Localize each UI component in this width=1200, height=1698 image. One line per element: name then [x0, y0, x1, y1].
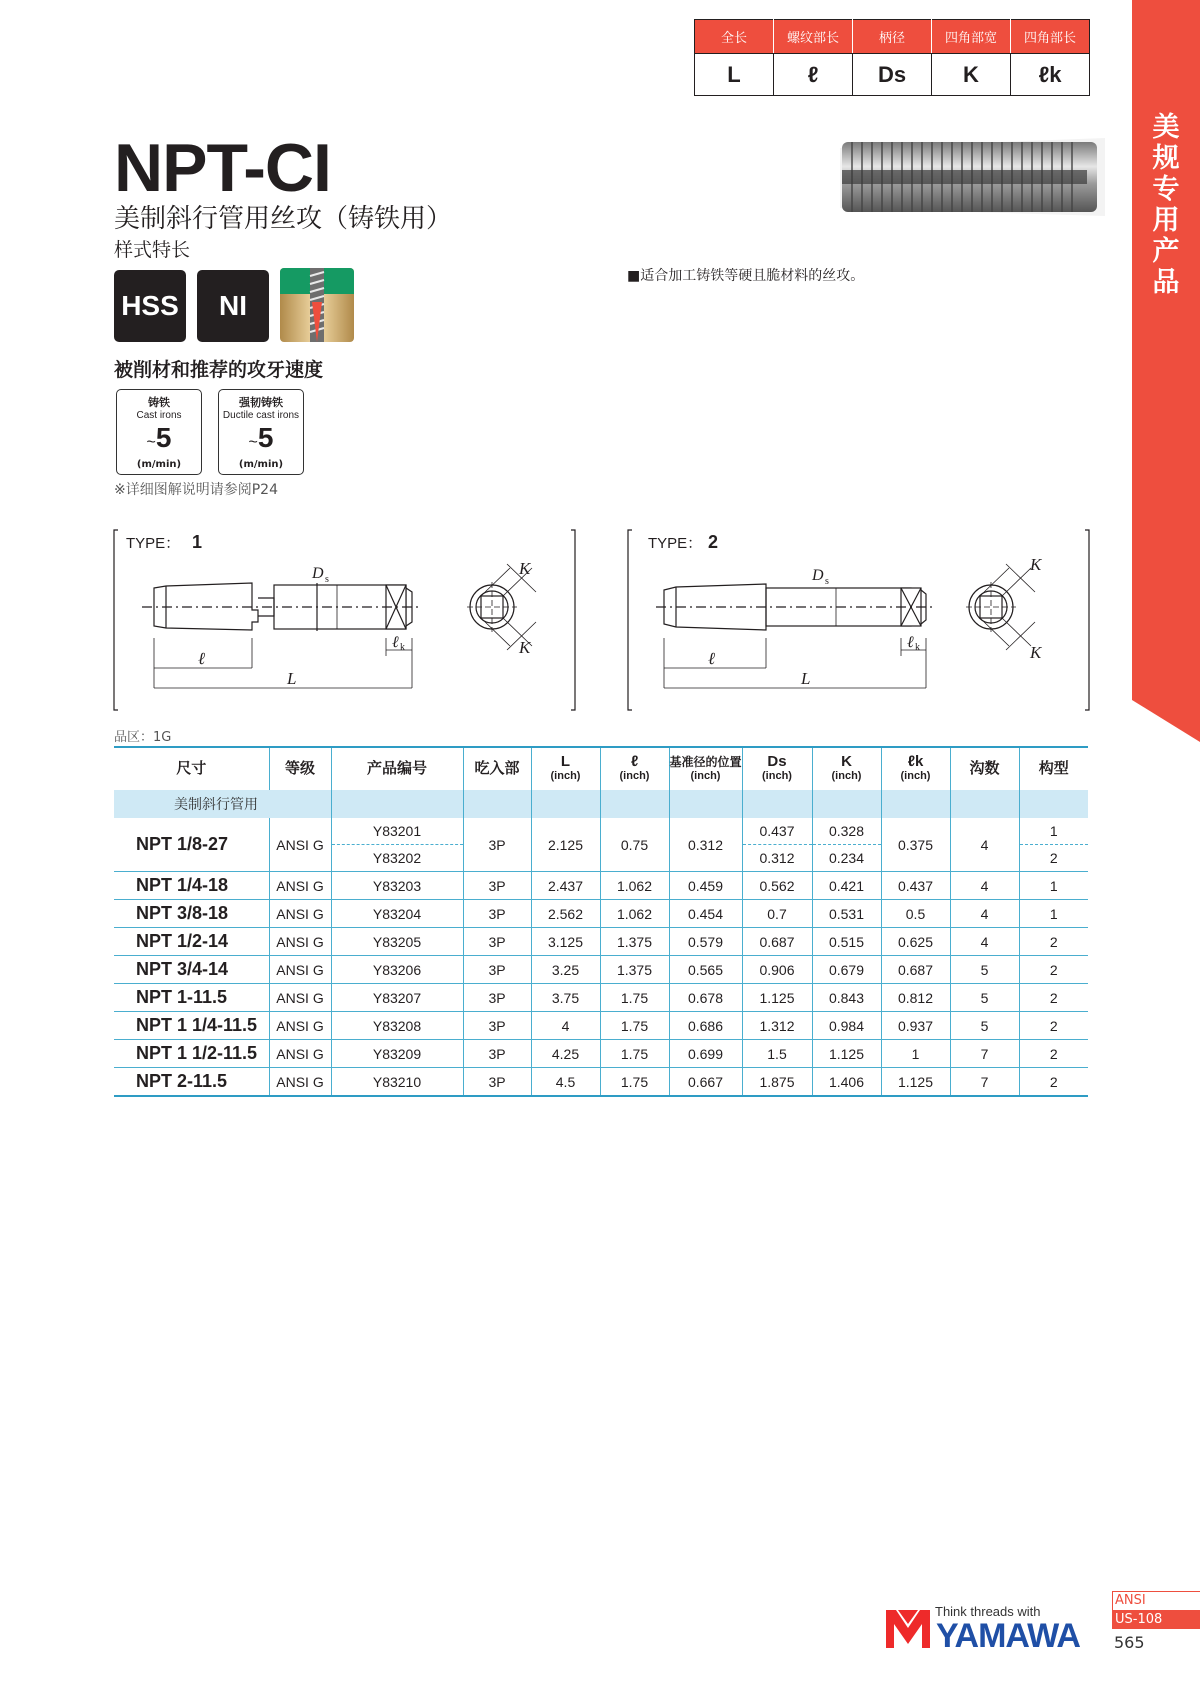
cell-lk: 0.437	[881, 872, 950, 900]
type1-diagram	[112, 528, 577, 713]
col-header-lk: ℓk (inch)	[881, 747, 950, 790]
cell-flutes: 5	[950, 1012, 1019, 1040]
cell-type: 2	[1019, 845, 1088, 872]
cell-code: Y83209	[331, 1040, 463, 1068]
cell-gauge: 0.686	[669, 1012, 742, 1040]
cell-L: 4	[531, 1012, 600, 1040]
cell-flutes: 5	[950, 984, 1019, 1012]
cell-l: 1.375	[600, 956, 669, 984]
cell-class: ANSI G	[269, 1068, 331, 1097]
cell-gauge: 0.678	[669, 984, 742, 1012]
spiral-point-tap-icon	[280, 268, 354, 342]
col-header-flutes: 沟数	[950, 747, 1019, 790]
cell-L: 2.437	[531, 872, 600, 900]
cell-size: NPT 1-11.5	[114, 984, 269, 1012]
table-row	[114, 984, 1088, 1012]
cell-gauge: 0.312	[669, 818, 742, 872]
type-number: 1	[192, 532, 203, 552]
speed-prefix: ~	[146, 434, 156, 451]
speed-value: 5	[257, 422, 274, 453]
cell-flutes: 4	[950, 900, 1019, 928]
cell-code: Y83206	[331, 956, 463, 984]
reference-note: ※详细图解说明请参阅P24	[114, 482, 278, 498]
cell-chamfer: 3P	[463, 928, 531, 956]
cell-flutes: 4	[950, 872, 1019, 900]
cell-code: Y83203	[331, 872, 463, 900]
k-label: K	[519, 559, 531, 578]
cell-type: 2	[1019, 928, 1088, 956]
cell-class: ANSI G	[269, 1040, 331, 1068]
cell-type: 2	[1019, 1012, 1088, 1040]
legend-header: 全长	[695, 20, 774, 54]
cell-type: 1	[1019, 872, 1088, 900]
cell-ds: 0.7	[742, 900, 812, 928]
cell-k: 0.984	[812, 1012, 881, 1040]
area-label: 品区：1G	[114, 730, 172, 745]
cell-type: 1	[1019, 900, 1088, 928]
ds-label: D	[312, 565, 324, 582]
cell-L: 3.25	[531, 956, 600, 984]
cell-chamfer: 3P	[463, 1068, 531, 1097]
table-row	[114, 818, 1088, 845]
cell-k: 0.531	[812, 900, 881, 928]
cell-ds: 1.5	[742, 1040, 812, 1068]
cell-code: Y83204	[331, 900, 463, 928]
cell-gauge: 0.459	[669, 872, 742, 900]
cell-code: Y83205	[331, 928, 463, 956]
type2-diagram	[626, 528, 1091, 713]
cell-ds: 1.125	[742, 984, 812, 1012]
cell-L: 4.25	[531, 1040, 600, 1068]
legend-header: 柄径	[853, 20, 932, 54]
cell-L: 2.562	[531, 900, 600, 928]
cell-code: Y83210	[331, 1068, 463, 1097]
cell-lk: 0.625	[881, 928, 950, 956]
cell-ds: 0.312	[742, 845, 812, 872]
speed-material-en: Ductile cast irons	[222, 410, 300, 421]
legend-symbol: ℓ	[774, 54, 853, 96]
cell-code: Y83208	[331, 1012, 463, 1040]
hss-badge: HSS	[114, 270, 186, 342]
cell-class: ANSI G	[269, 956, 331, 984]
legend-header: 四角部宽	[932, 20, 1011, 54]
table-row	[114, 1040, 1088, 1068]
cell-l: 0.75	[600, 818, 669, 872]
cell-lk: 0.5	[881, 900, 950, 928]
col-header-gauge: 基准径的位置 (inch)	[669, 747, 742, 790]
length-label: L	[287, 669, 297, 688]
cell-ds: 1.312	[742, 1012, 812, 1040]
legend-symbol: K	[932, 54, 1011, 96]
speed-box-cast-iron	[116, 389, 202, 475]
cell-l: 1.75	[600, 1040, 669, 1068]
cell-flutes: 7	[950, 1040, 1019, 1068]
l-label: ℓ	[198, 649, 206, 668]
tap-photo	[840, 128, 1105, 228]
cell-k: 0.515	[812, 928, 881, 956]
cell-gauge: 0.454	[669, 900, 742, 928]
lk-label: ℓ	[907, 634, 914, 651]
page-subtitle: 美制斜行管用丝攻（铸铁用）	[114, 204, 453, 234]
type-label: TYPE：	[648, 535, 703, 552]
cell-size: NPT 1/4-18	[114, 872, 269, 900]
table-row	[114, 928, 1088, 956]
k-label: K	[1030, 555, 1042, 574]
cell-ds: 0.437	[742, 818, 812, 845]
col-header-L: L (inch)	[531, 747, 600, 790]
cell-lk: 0.812	[881, 984, 950, 1012]
cell-chamfer: 3P	[463, 1012, 531, 1040]
cell-size: NPT 3/8-18	[114, 900, 269, 928]
cell-chamfer: 3P	[463, 984, 531, 1012]
speed-title: 被削材和推荐的攻牙速度	[114, 359, 324, 381]
yamawa-logo-mark	[884, 1606, 932, 1650]
cell-L: 4.5	[531, 1068, 600, 1097]
page-title: NPT-CI	[114, 130, 331, 206]
cell-class: ANSI G	[269, 984, 331, 1012]
feature-text: ■适合加工铸铁等硬且脆材料的丝攻。	[627, 268, 865, 284]
cell-l: 1.062	[600, 900, 669, 928]
type-number: 2	[708, 532, 719, 552]
cell-l: 1.375	[600, 928, 669, 956]
spec-table	[114, 746, 1088, 1097]
table-row	[114, 1012, 1088, 1040]
cell-type: 2	[1019, 984, 1088, 1012]
group-label: 美制斜行管用	[114, 790, 331, 818]
side-tab-label: 美规专用产品	[1152, 112, 1180, 298]
ds-subscript: s	[825, 576, 829, 587]
standard-label: ANSI	[1112, 1591, 1200, 1611]
cell-chamfer: 3P	[463, 956, 531, 984]
col-header-ds: Ds (inch)	[742, 747, 812, 790]
table-row	[114, 900, 1088, 928]
legend-symbol: Ds	[853, 54, 932, 96]
cell-gauge: 0.565	[669, 956, 742, 984]
ds-label: D	[812, 567, 824, 584]
cell-k: 0.843	[812, 984, 881, 1012]
cell-ds: 0.562	[742, 872, 812, 900]
lk-subscript: k	[915, 642, 920, 653]
cell-L: 3.125	[531, 928, 600, 956]
tagline: Think threads with	[935, 1604, 1041, 1619]
speed-unit: (m/min)	[238, 459, 284, 470]
cell-type: 1	[1019, 818, 1088, 845]
cell-l: 1.75	[600, 1012, 669, 1040]
cell-chamfer: 3P	[463, 900, 531, 928]
type-label: TYPE：	[126, 535, 181, 552]
style-label: 样式特长	[114, 239, 191, 261]
cell-ds: 0.687	[742, 928, 812, 956]
cell-k: 0.679	[812, 956, 881, 984]
group-row	[114, 790, 1088, 818]
speed-material-zh: 强韧铸铁	[239, 396, 283, 409]
speed-material-zh: 铸铁	[148, 396, 170, 409]
cell-class: ANSI G	[269, 818, 331, 872]
l-label: ℓ	[708, 649, 716, 668]
cell-gauge: 0.579	[669, 928, 742, 956]
cell-k: 1.406	[812, 1068, 881, 1097]
cell-k: 0.234	[812, 845, 881, 872]
cell-flutes: 7	[950, 1068, 1019, 1097]
cell-k: 0.421	[812, 872, 881, 900]
cell-lk: 0.687	[881, 956, 950, 984]
cell-size: NPT 2-11.5	[114, 1068, 269, 1097]
cell-class: ANSI G	[269, 1012, 331, 1040]
table-row	[114, 956, 1088, 984]
cell-size: NPT 1/8-27	[114, 818, 269, 872]
legend-symbol: ℓk	[1011, 54, 1090, 96]
col-header-k: K (inch)	[812, 747, 881, 790]
cell-size: NPT 1 1/4-11.5	[114, 1012, 269, 1040]
col-header-l: ℓ (inch)	[600, 747, 669, 790]
cell-class: ANSI G	[269, 900, 331, 928]
col-header-size: 尺寸	[114, 747, 269, 790]
page-number: 565	[1114, 1633, 1145, 1652]
cell-lk: 0.375	[881, 818, 950, 872]
length-label: L	[801, 669, 811, 688]
lk-subscript: k	[400, 642, 405, 653]
speed-value: 5	[155, 422, 172, 453]
cell-type: 2	[1019, 956, 1088, 984]
cell-gauge: 0.667	[669, 1068, 742, 1097]
col-header-code: 产品编号	[331, 747, 463, 790]
dimension-legend	[694, 19, 1090, 96]
cell-code: Y83201	[331, 818, 463, 845]
ds-subscript: s	[325, 574, 329, 585]
cell-k: 1.125	[812, 1040, 881, 1068]
cell-ds: 0.906	[742, 956, 812, 984]
cell-code: Y83202	[331, 845, 463, 872]
cell-chamfer: 3P	[463, 818, 531, 872]
table-row	[114, 872, 1088, 900]
cell-l: 1.062	[600, 872, 669, 900]
cell-flutes: 5	[950, 956, 1019, 984]
cell-flutes: 4	[950, 818, 1019, 872]
cell-size: NPT 1/2-14	[114, 928, 269, 956]
cell-class: ANSI G	[269, 928, 331, 956]
cell-l: 1.75	[600, 1068, 669, 1097]
speed-box-ductile-iron	[218, 389, 304, 475]
cell-class: ANSI G	[269, 872, 331, 900]
k-label: K	[519, 638, 531, 657]
cell-L: 2.125	[531, 818, 600, 872]
col-header-chamfer: 吃入部	[463, 747, 531, 790]
legend-symbol: L	[695, 54, 774, 96]
brand-logo: YAMAWA	[936, 1617, 1080, 1655]
cell-chamfer: 3P	[463, 872, 531, 900]
k-label: K	[1030, 643, 1042, 662]
section-label: US-108	[1112, 1610, 1200, 1629]
cell-lk: 1.125	[881, 1068, 950, 1097]
col-header-class: 等级	[269, 747, 331, 790]
cell-type: 2	[1019, 1068, 1088, 1097]
legend-header: 四角部长	[1011, 20, 1090, 54]
cell-gauge: 0.699	[669, 1040, 742, 1068]
cell-lk: 0.937	[881, 1012, 950, 1040]
cell-size: NPT 1 1/2-11.5	[114, 1040, 269, 1068]
cell-flutes: 4	[950, 928, 1019, 956]
speed-unit: (m/min)	[136, 459, 182, 470]
cell-type: 2	[1019, 1040, 1088, 1068]
cell-l: 1.75	[600, 984, 669, 1012]
col-header-type: 构型	[1019, 747, 1088, 790]
speed-material-en: Cast irons	[136, 410, 182, 421]
cell-k: 0.328	[812, 818, 881, 845]
cell-chamfer: 3P	[463, 1040, 531, 1068]
ni-badge: NI	[197, 270, 269, 342]
cell-L: 3.75	[531, 984, 600, 1012]
lk-label: ℓ	[392, 634, 399, 651]
table-row	[114, 1068, 1088, 1097]
speed-prefix: ~	[248, 434, 258, 451]
cell-ds: 1.875	[742, 1068, 812, 1097]
legend-header: 螺纹部长	[774, 20, 853, 54]
cell-code: Y83207	[331, 984, 463, 1012]
cell-size: NPT 3/4-14	[114, 956, 269, 984]
cell-lk: 1	[881, 1040, 950, 1068]
